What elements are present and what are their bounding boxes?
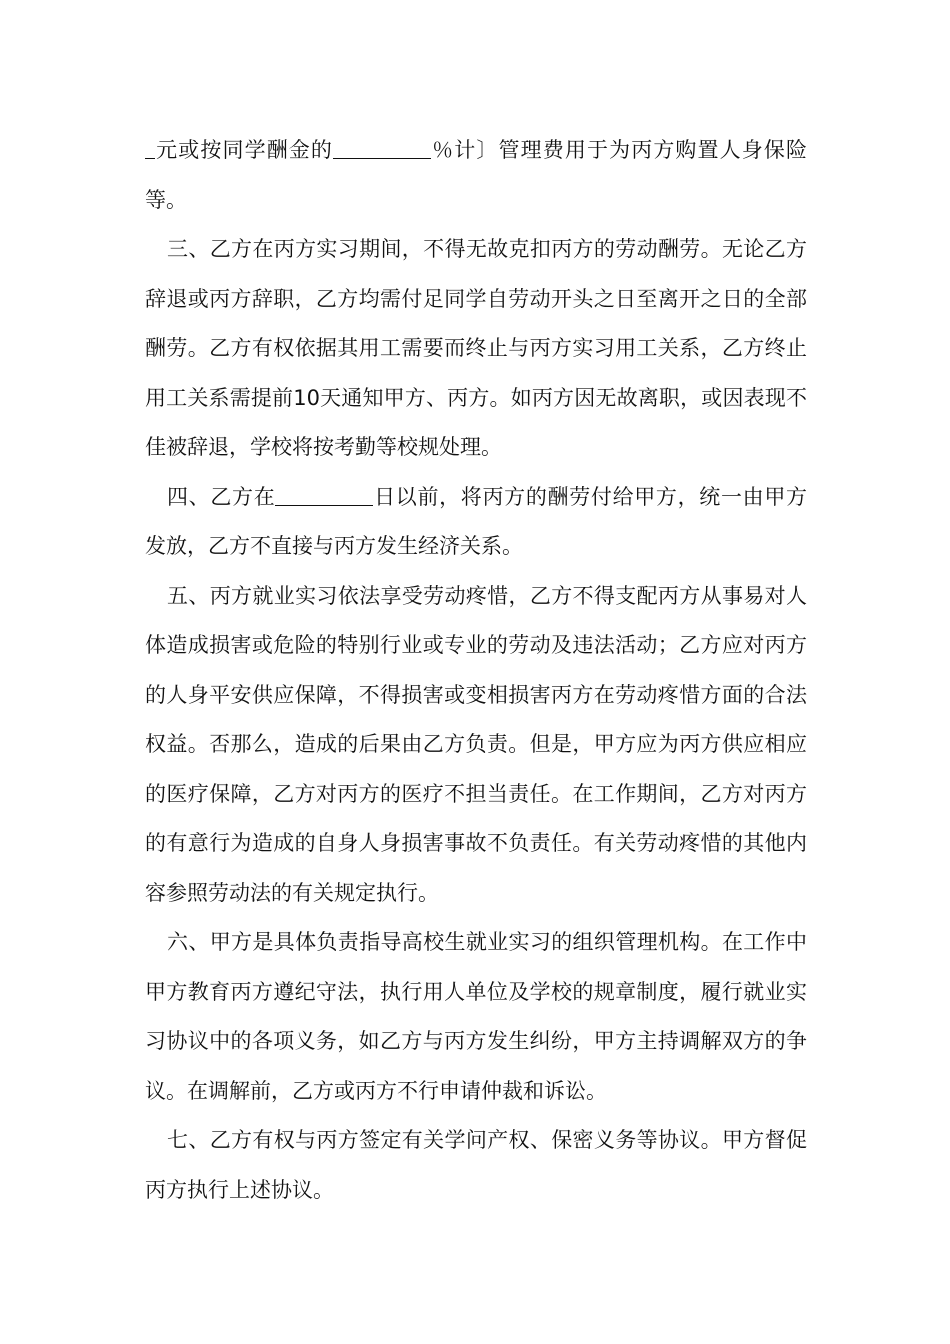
- fill-blank: [145, 157, 155, 159]
- paragraph-text: 四、乙方在: [167, 484, 276, 509]
- paragraph-fees-continued: [145, 126, 807, 225]
- paragraph-clause-4: [145, 473, 807, 572]
- paragraph-text: 元或按同学酬金的: [155, 138, 334, 162]
- paragraph-text: ％计〕管理费用于为丙方购置人身保险等。: [145, 138, 808, 212]
- paragraph-clause-3: 三、乙方在丙方实习期间，不得无故克扣丙方的劳动酬劳。无论乙方辞退或丙方辞职，乙方均需付足同学自劳动开头之日至离开之日的全部酬劳。乙方有权依据其用工需要而终止与丙方实习用工关系，乙方终止用工关系需提前10天通知甲方、丙方。如丙方因无故离职，或因表现不佳被辞退，学校将按考勤等校规处理。: [145, 237, 807, 459]
- fill-blank: [333, 157, 431, 159]
- paragraph-clause-5: 五、丙方就业实习依法享受劳动疼惜，乙方不得支配丙方从事易对人体造成损害或危险的特别行业或专业的劳动及违法活动；乙方应对丙方的人身平安供应保障，不得损害或变相损害丙方在劳动疼惜方面的合法权益。否那么，造成的后果由乙方负责。但是，甲方应为丙方供应相应的医疗保障，乙方对丙方的医疗不担当责任。在工作期间，乙方对丙方的有意行为造成的自身人身损害事故不负责任。有关劳动疼惜的其他内容参照劳动法的有关规定执行。: [145, 583, 807, 905]
- paragraph-text: 日以前，将丙方的酬劳付给甲方，统一由甲方发放，乙方不直接与丙方发生经济关系。: [145, 484, 808, 558]
- paragraph-clause-7: 七、乙方有权与丙方签定有关学问产权、保密义务等协议。甲方督促丙方执行上述协议。: [145, 1128, 807, 1202]
- document-body: [145, 126, 807, 1215]
- fill-blank: [275, 504, 373, 506]
- paragraph-clause-6: 六、甲方是具体负责指导高校生就业实习的组织管理机构。在工作中甲方教育丙方遵纪守法，执行用人单位及学校的规章制度，履行就业实习协议中的各项义务，如乙方与丙方发生纠纷，甲方主持调解双方的争议。在调解前，乙方或丙方不行申请仲裁和诉讼。: [145, 930, 807, 1103]
